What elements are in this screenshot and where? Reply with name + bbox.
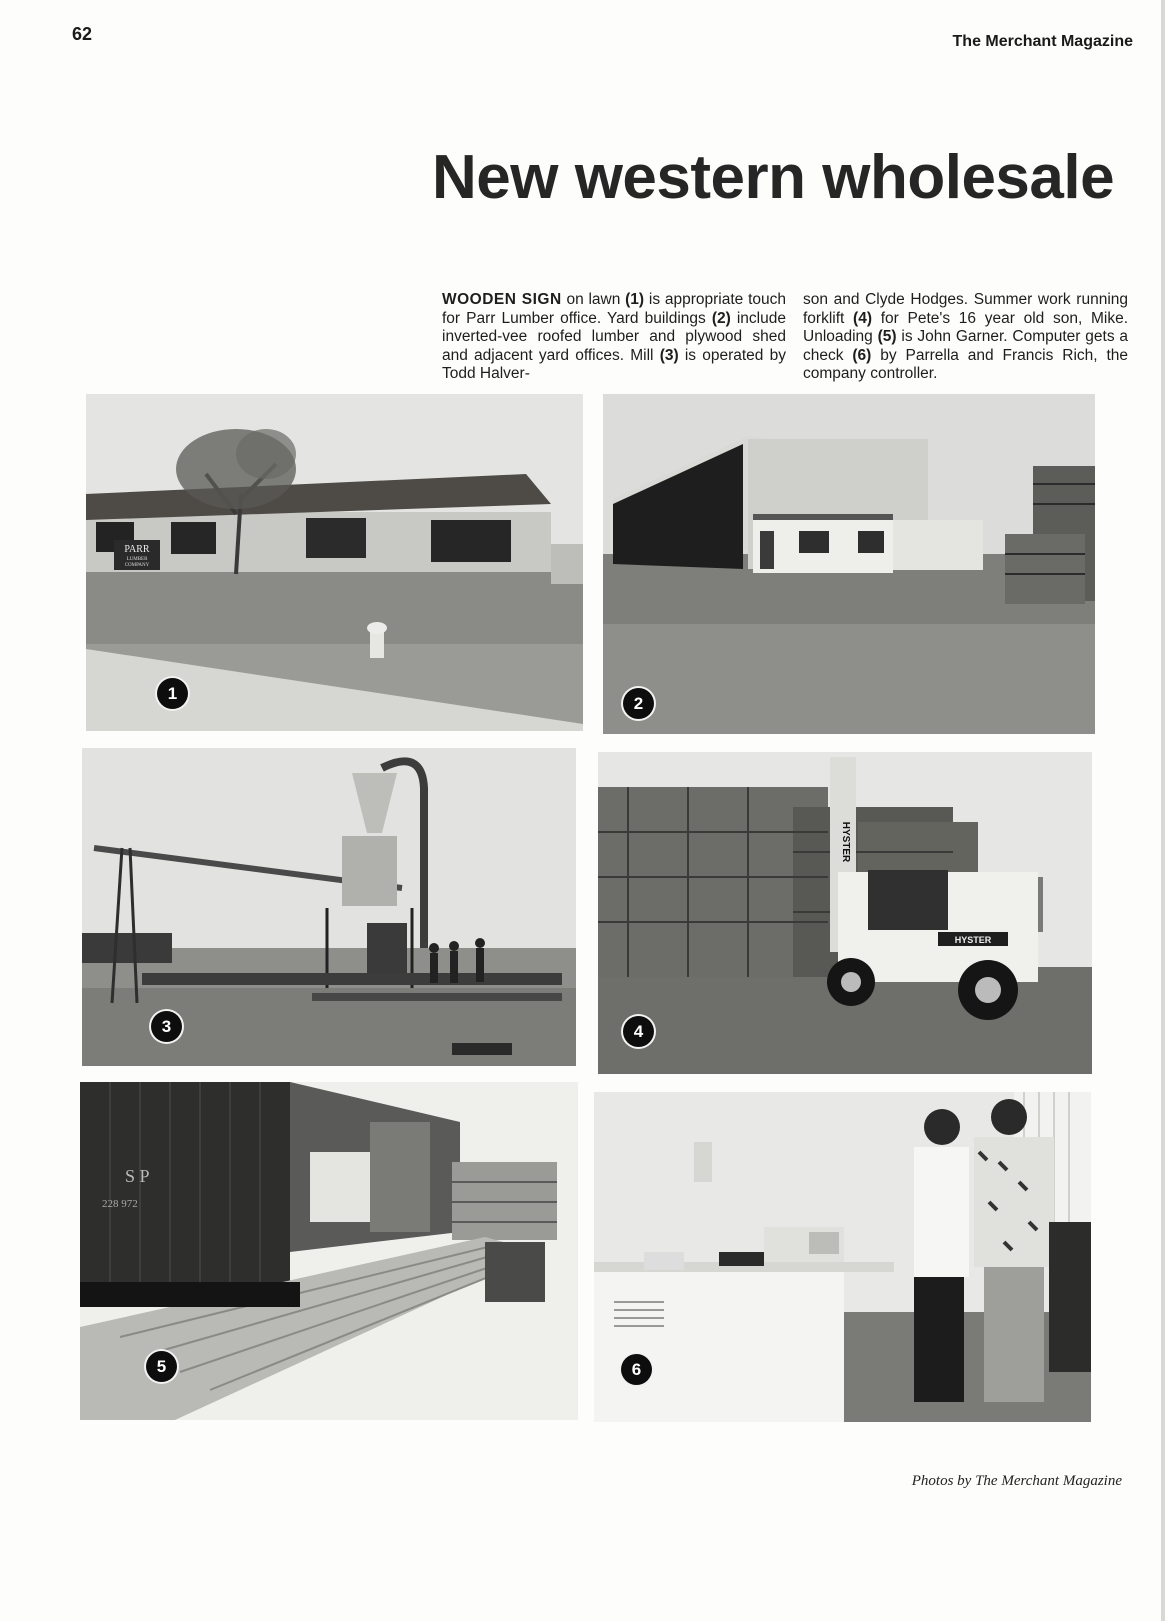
photo-number-badge: 2 <box>623 688 654 719</box>
caption-text: son and Clyde Hodges. Summer work running forklift <box>803 291 1128 327</box>
hyster-mast-text <box>840 822 851 863</box>
caption-text: is John Garner. Computer gets a check <box>803 328 1129 364</box>
caption-text: on lawn <box>561 291 626 308</box>
photo-reference: (6) <box>852 346 872 364</box>
photo-office-sign <box>86 394 583 731</box>
photo-reference: (3) <box>659 346 679 364</box>
svg-text:HYSTER: HYSTER <box>954 935 992 945</box>
photo-unloading <box>80 1082 578 1420</box>
caption-text: is operated by Todd Halver- <box>442 346 786 382</box>
photo-reference: (1) <box>625 291 645 308</box>
svg-text:LUMBER: LUMBER <box>126 557 148 562</box>
caption-text: by Parrella and Francis Rich, the company controller. <box>803 346 1128 382</box>
caption-text: include inverted-vee roofed lumber and plywood shed and adjacent yard offices. Mill <box>442 309 786 364</box>
page-number: 62 <box>72 24 93 44</box>
svg-text:S P: S P <box>125 1166 150 1186</box>
page-edge <box>1161 0 1165 1621</box>
intro-column-right <box>803 291 1128 384</box>
running-head: The Merchant Magazine <box>952 33 1133 50</box>
photo-yard-buildings <box>603 394 1095 734</box>
sign-text: PARR <box>124 544 150 555</box>
photo-number-badge: 1 <box>157 678 188 709</box>
photo-reference: (2) <box>711 309 731 327</box>
photo-number-badge: 4 <box>623 1016 654 1047</box>
svg-text:HYSTER: HYSTER <box>840 821 851 863</box>
caption-lead-in: WOODEN SIGN <box>442 291 562 308</box>
svg-text:228 972: 228 972 <box>102 1198 138 1210</box>
caption-text: for Pete's 16 year old son, Mike. Unloading <box>803 309 1128 345</box>
photo-number-badge: 3 <box>151 1011 182 1042</box>
photo-computer-check <box>594 1092 1091 1422</box>
photo-number-badge: 5 <box>146 1351 177 1382</box>
photo-credit: Photos by The Merchant Magazine <box>911 1473 1122 1489</box>
photo-mill <box>82 748 576 1066</box>
photo-reference: (5) <box>877 328 897 345</box>
svg-text:COMPANY: COMPANY <box>124 563 150 568</box>
photo-reference: (4) <box>853 309 872 327</box>
intro-column-left <box>442 291 786 384</box>
caption-text: is appropriate touch for Parr Lumber office. Yard buildings <box>442 291 786 327</box>
headline: New western wholesale <box>432 143 1115 212</box>
photo-forklift <box>598 752 1092 1074</box>
photo-number-badge: 6 <box>621 1354 652 1385</box>
